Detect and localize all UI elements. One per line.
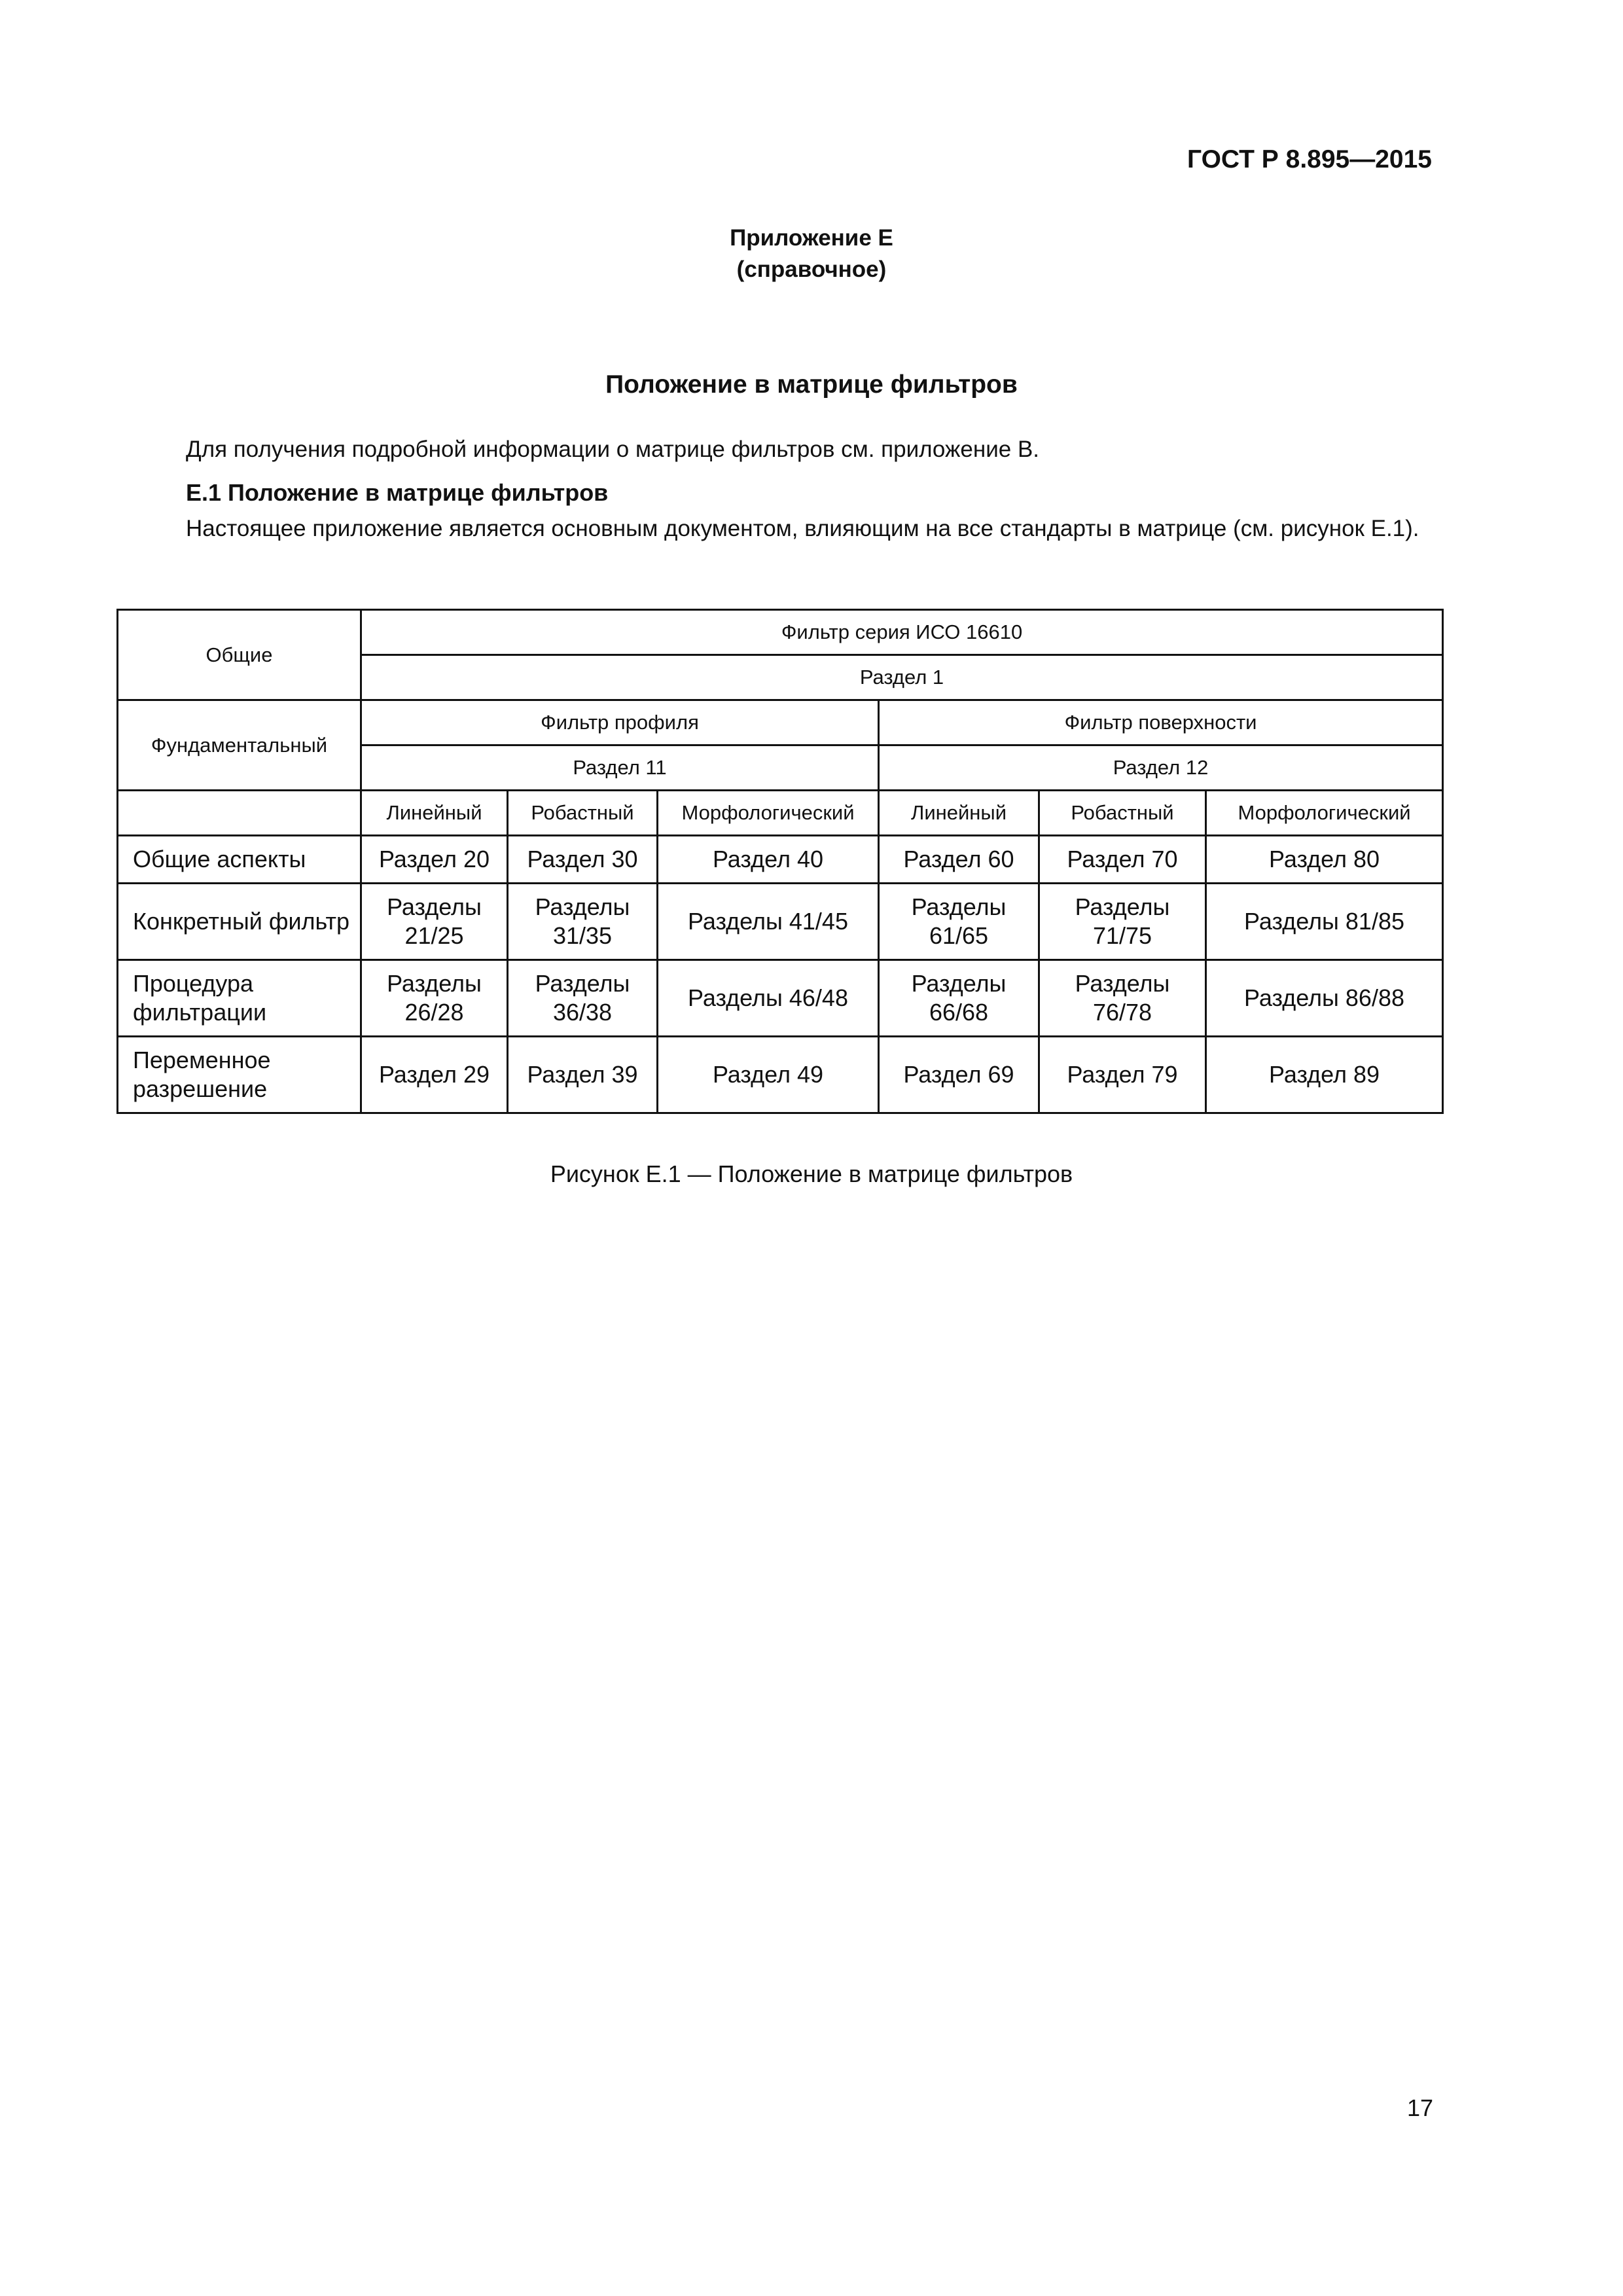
header-series: Фильтр серия ИСО 16610	[361, 610, 1443, 655]
table-cell: Разделы 41/45	[658, 884, 879, 960]
table-cell: Раздел 29	[361, 1037, 508, 1113]
table-cell: Раздел 69	[879, 1037, 1039, 1113]
page-number: 17	[1406, 2094, 1433, 2121]
table-cell: Разделы 76/78	[1039, 960, 1206, 1037]
table-row	[118, 1037, 1443, 1113]
header-type: Морфологический	[1206, 791, 1443, 836]
header-type: Робастный	[1039, 791, 1206, 836]
table-row	[118, 836, 1443, 884]
header-type: Линейный	[879, 791, 1039, 836]
table-row	[118, 960, 1443, 1037]
appendix-label: Приложение Е	[730, 225, 893, 251]
row-label: Переменное разрешение	[118, 1037, 361, 1113]
header-type: Линейный	[361, 791, 508, 836]
table-cell: Раздел 39	[508, 1037, 658, 1113]
row-label: Процедура фильтрации	[118, 960, 361, 1037]
table-cell: Разделы 31/35	[508, 884, 658, 960]
page-title: Положение в матрице фильтров	[605, 370, 1018, 399]
filter-matrix-table	[116, 609, 1444, 1114]
table-cell: Раздел 20	[361, 836, 508, 884]
table-cell: Разделы 46/48	[658, 960, 879, 1037]
document-code: ГОСТ Р 8.895—2015	[1187, 145, 1432, 173]
section-heading: Е.1 Положение в матрице фильтров	[186, 479, 609, 506]
table-cell: Разделы 71/75	[1039, 884, 1206, 960]
table-cell: Разделы 81/85	[1206, 884, 1443, 960]
header-fundamental: Фундаментальный	[118, 700, 361, 791]
table-row	[118, 884, 1443, 960]
header-part11: Раздел 11	[361, 745, 879, 791]
table-cell: Разделы 61/65	[879, 884, 1039, 960]
table-cell: Раздел 80	[1206, 836, 1443, 884]
header-surface-filter: Фильтр поверхности	[879, 700, 1443, 745]
header-empty-cell	[118, 791, 361, 836]
table-cell: Разделы 26/28	[361, 960, 508, 1037]
header-general: Общие	[118, 610, 361, 700]
table-cell: Разделы 36/38	[508, 960, 658, 1037]
header-type: Морфологический	[658, 791, 879, 836]
row-label: Конкретный фильтр	[118, 884, 361, 960]
row-label: Общие аспекты	[118, 836, 361, 884]
table-cell: Разделы 21/25	[361, 884, 508, 960]
header-profile-filter: Фильтр профиля	[361, 700, 879, 745]
table-cell: Раздел 40	[658, 836, 879, 884]
header-part1: Раздел 1	[361, 655, 1443, 700]
table-cell: Раздел 49	[658, 1037, 879, 1113]
table-cell: Разделы 66/68	[879, 960, 1039, 1037]
figure-caption: Рисунок Е.1 — Положение в матрице фильтров	[550, 1160, 1073, 1187]
table-cell: Раздел 70	[1039, 836, 1206, 884]
appendix-type: (справочное)	[736, 257, 887, 282]
intro-paragraph: Для получения подробной информации о матрице фильтров см. приложение В.	[186, 437, 1040, 462]
section-paragraph: Настоящее приложение является основным документом, влияющим на все стандарты в матрице (см. рисунок Е.1).	[186, 516, 1419, 541]
header-part12: Раздел 12	[879, 745, 1443, 791]
table-cell: Раздел 60	[879, 836, 1039, 884]
header-type: Робастный	[508, 791, 658, 836]
table-cell: Раздел 79	[1039, 1037, 1206, 1113]
table-cell: Раздел 89	[1206, 1037, 1443, 1113]
appendix-heading	[0, 223, 1623, 285]
table-cell: Раздел 30	[508, 836, 658, 884]
table-cell: Разделы 86/88	[1206, 960, 1443, 1037]
